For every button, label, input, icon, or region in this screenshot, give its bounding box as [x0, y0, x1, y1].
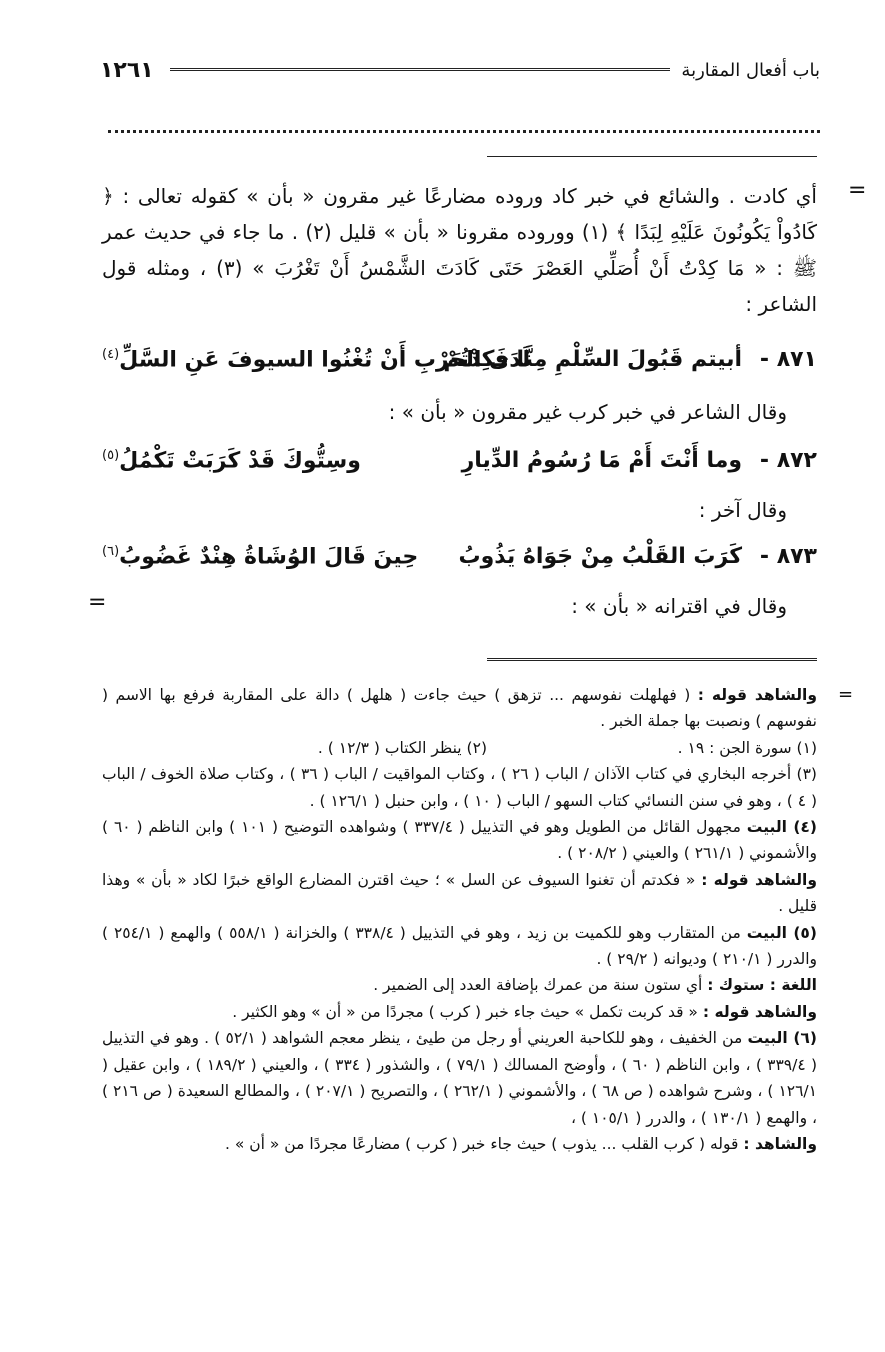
dotted-separator — [108, 130, 820, 133]
header-rule — [170, 68, 670, 75]
continuation-mark: = — [848, 178, 867, 203]
verse-hemistich-first: وما أَنْتَ أَمْ مَا رُسُومُ الدِّيارِ — [461, 448, 742, 473]
footnote-3: (٣) أخرجه البخاري في كتاب الآذان / الباب ( ٢٦ ) ، وكتاب المواقيت / الباب ( ٣٦ ) ، وكتاب صلاة الخوف / الباب ( ٤ ) ، وهو في سنن النسائي كتاب السهو / الباب ( ١٠ ) ، وابن حنبل ( ١٢٦/١ ) . — [102, 765, 817, 810]
footnote-5 — [102, 920, 817, 973]
verse-text: لَدَى الحَرْبِ أَنْ تُغْنُوا السيوفَ عَنِ السَّلِّ — [119, 347, 531, 373]
verse-intro: وقال الشاعر في خبر كرب غير مقرون « بأن » : — [388, 400, 787, 424]
footnote-pair — [102, 735, 817, 761]
verse-number: ٨٧١ - — [759, 347, 817, 372]
verse-hemistich-first: أبيتم قَبُولَ السِّلْمِ مِنَّا فَكِدْتُمْ — [443, 347, 742, 372]
verse-number: ٨٧٢ - — [759, 448, 817, 473]
footnote-label: اللغة : ستوك : — [707, 976, 817, 995]
verse-hemistich-second — [102, 544, 418, 569]
footnote-shahid-6 — [102, 1131, 817, 1157]
footnote-ref: (٤) — [102, 347, 120, 362]
footnote-text: قوله ( كرب القلب ... يذوب ) حيث جاء خبر ( كرب ) مضارعًا مجردًا من « أن » . — [225, 1134, 739, 1153]
footnote-shahid-carry — [102, 682, 817, 735]
footnote-text: « قد كربت تكمل » حيث جاء خبر ( كرب ) مجردًا من « أن » وهو الكثير . — [232, 1002, 698, 1021]
verse-872 — [102, 448, 817, 488]
verse-hemistich-second — [102, 347, 530, 372]
footnote-ref: (٥) — [102, 448, 120, 463]
footnote-2: (٢) ينظر الكتاب ( ١٢/٣ ) . — [317, 738, 487, 757]
verse-intro: وقال آخر : — [698, 498, 787, 522]
verse-hemistich-second — [102, 448, 361, 473]
verse-number: ٨٧٣ - — [759, 544, 817, 569]
carryover-rule — [487, 156, 817, 157]
footnote-4 — [102, 814, 817, 867]
verse-hemistich-first: كَرَبَ القَلْبُ مِنْ جَوَاهُ يَذُوبُ — [458, 544, 742, 569]
footnote-text: من المتقارب وهو للكميت بن زيد ، وهو في التذييل ( ٣٣٨/٤ ) والخزانة ( ٥٥٨/١ ) والهمع ( ٢٥٤/١ ) والدرر ( ٢١٠/١ ) وديوانه ( ٢٩/٢ ) . — [102, 923, 817, 969]
footnote-label: (٦) البيت — [747, 1029, 817, 1048]
continuation-mark: = — [838, 684, 854, 705]
footnote-text: ( فهلهلت نفوسهم ... تزهق ) حيث جاءت ( هلهل ) دالة على المقاربة فرفع بها الاسم ( نفوسهم ) ونصبت بها جملة الخبر . — [102, 686, 817, 731]
footnote-ref: (٦) — [102, 544, 120, 559]
footnote-text: أي ستون سنة من عمرك بإضافة العدد إلى الضمير . — [373, 976, 703, 995]
chapter-title: باب أفعال المقاربة — [681, 60, 820, 81]
footnote-text: « فكدتم أن تغنوا السيوف عن السل » ؛ حيث اقترن المضارع الواقع خبرًا لكاد « بأن » وهذا قليل . — [102, 870, 817, 916]
running-header — [100, 58, 820, 92]
footnote-6 — [102, 1025, 817, 1131]
verse-873 — [102, 544, 817, 584]
footnotes — [102, 682, 817, 1157]
verse-text: وسِتُّوكَ قَدْ كَرَبَتْ تَكْمُلُ — [119, 448, 361, 474]
verse-intro: وقال في اقترانه « بأن » : — [571, 594, 787, 618]
footnote-label: والشاهد قوله : — [697, 686, 817, 704]
footnote-text: مجهول القائل من الطويل وهو في التذييل ( ٣٣٧/٤ ) وشواهده التوضيح ( ١٠١ ) وابن الناظم ( ٦٠ ) والأشموني ( ٢٦١/١ ) والعيني ( ٢٠٨/٢ ) . — [102, 818, 817, 863]
footnote-text: من الخفيف ، وهو للكاحبة العريني أو رجل من طيئ ، ينظر معجم الشواهد ( ٥٢/١ ) . وهو في التذييل ( ٣٣٩/٤ ) ، وابن الناظم ( ٦٠ ) ، وأوضح المسالك ( ٧٩/١ ) ، والشذور ( ٣٣٤ ) ، والعيني ( ١٨٩/٢ ) ، وابن عقيل ( ١٢٦/١ ) ، وشرح شواهده ( ص ٦٨ ) ، والأشموني ( ٢٦٢/١ ) ، والتصريح ( ٢٠٧/١ ) ، والمطالع السعيدة ( ص ٢١٦ ) ، والهمع ( ١٣٠/١ ) ، والدرر ( ١٠٥/١ ) ، — [102, 1029, 817, 1127]
footnote-label: والشاهد قوله : — [701, 870, 818, 889]
main-text — [102, 178, 817, 322]
footnote-rule — [487, 658, 817, 664]
footnote-label: والشاهد : — [743, 1134, 817, 1153]
footnote-label: والشاهد قوله : — [702, 1002, 817, 1021]
page-number: ١٢٦١ — [100, 58, 154, 83]
footnote-shahid-5 — [102, 999, 817, 1025]
continuation-mark: = — [88, 590, 107, 615]
footnote-label: (٤) البيت — [746, 818, 817, 837]
footnote-1: (١) سورة الجن : ١٩ . — [677, 738, 817, 757]
footnote-lugha — [102, 972, 817, 998]
verse-text: حِينَ قَالَ الوُشَاةُ هِنْدٌ غَضُوبُ — [119, 544, 419, 570]
verse-871 — [102, 347, 817, 387]
footnote-label: (٥) البيت — [746, 923, 817, 942]
main-paragraph: أي كادت . والشائع في خبر كاد وروده مضارعًا غير مقرون « بأن » كقوله تعالى : ﴿ كَادُواْ يَكُونُونَ عَلَيْهِ لِبَدًا ﴾ (١) ووروده مقرونا « بأن » قليل (٢) . ما جاء في حديث عمر ﷺ : « مَا كِدْتُ أَنْ أُصَلِّي العَصْرَ حَتَى كَادَتَ الشَّمْسُ أَنْ تَغْرُبَ » (٣) ، ومثله قول الشاعر : — [102, 184, 817, 316]
footnote-shahid-4 — [102, 867, 817, 920]
